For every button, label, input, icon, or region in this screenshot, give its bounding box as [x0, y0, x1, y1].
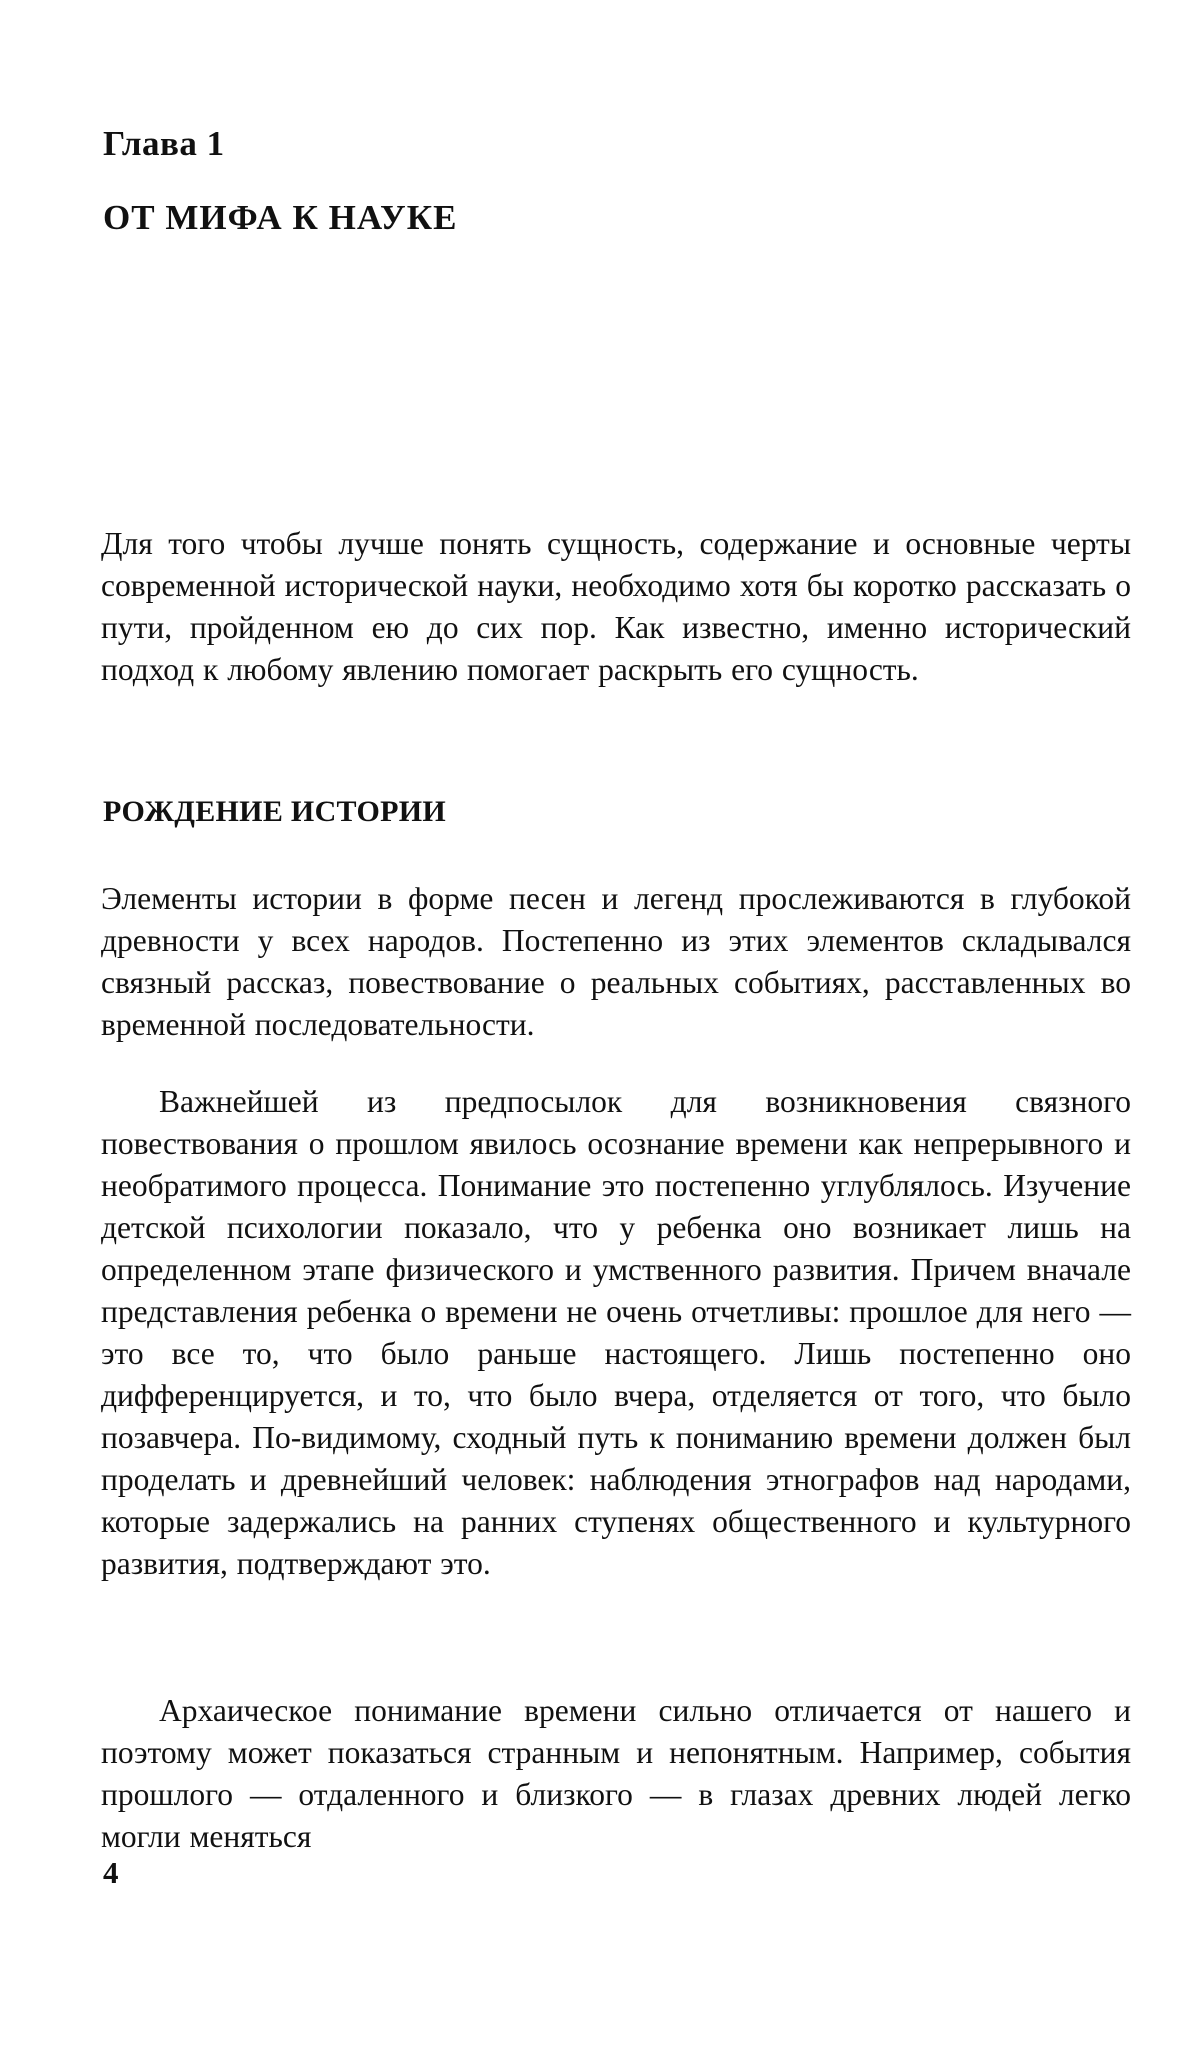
page-number: 4	[103, 1855, 119, 1890]
body-paragraph: Архаическое понимание времени сильно отличается от нашего и поэтому может показаться странным и непонятным. Например, события прошлого — отдаленного и близкого — в глазах древних людей легко могли меняться	[101, 1693, 1131, 1854]
section-heading: РОЖДЕНИЕ ИСТОРИИ	[103, 795, 446, 828]
chapter-title: ОТ МИФА К НАУКЕ	[103, 198, 458, 237]
chapter-label: Глава 1	[103, 124, 225, 163]
body-paragraph: Элементы истории в форме песен и легенд прослеживаются в глубокой древности у всех народов. Постепенно из этих элементов складывался связный рассказ, повествование о реальных событиях, расставленных во временной последовательности.	[101, 881, 1131, 1042]
body-paragraph: Важнейшей из предпосылок для возникновения связного повествования о прошлом явилось осознание времени как непрерывного и необратимого процесса. Понимание это постепенно углублялось. Изучение детской психологии показало, что у ребенка оно возникает лишь на определенном этапе физического и умственного развития. Причем вначале представления ребенка о времени не очень отчетливы: прошлое для него — это все то, что было раньше настоящего. Лишь постепенно оно дифференцируется, и то, что было вчера, отделяется от того, что было позавчера. По-видимому, сходный путь к пониманию времени должен был проделать и древнейший человек: наблюдения этнографов над народами, которые задержались на ранних ступенях общественного и культурного развития, подтверждают это.	[101, 1084, 1131, 1581]
intro-paragraph: Для того чтобы лучше понять сущность, содержание и основные черты современной исторической науки, необходимо хотя бы коротко рассказать о пути, пройденном ею до сих пор. Как известно, именно исторический подход к любому явлению помогает раскрыть его сущность.	[101, 526, 1131, 687]
